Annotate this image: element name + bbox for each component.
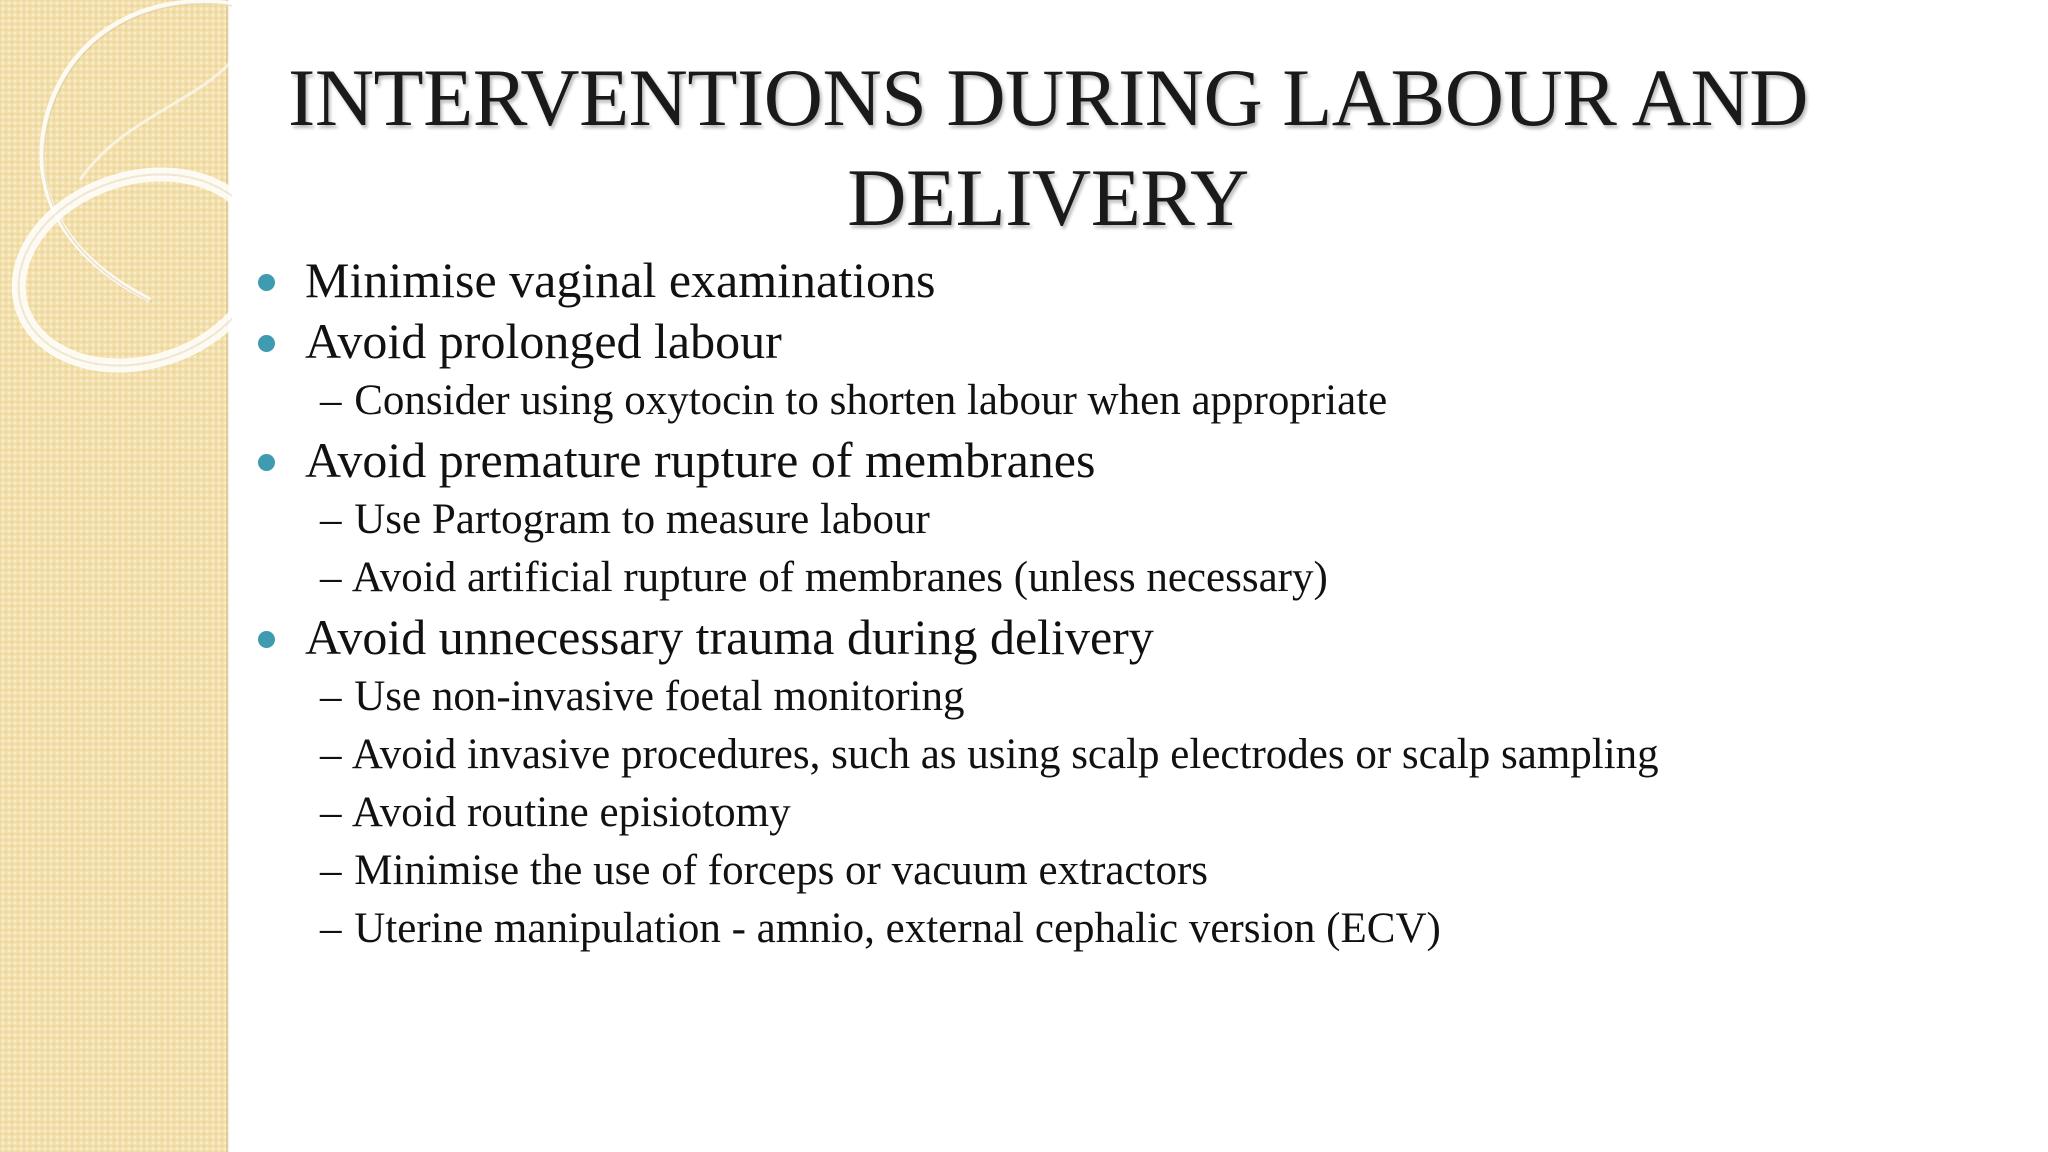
bullet-text: Avoid unnecessary trauma during delivery <box>305 609 1154 665</box>
title-line-1: INTERVENTIONS DURING LABOUR AND <box>288 52 1808 143</box>
bullet-dot-icon <box>258 631 275 648</box>
bullet-dot-icon <box>258 335 275 352</box>
sub-bullet-item <box>258 668 2018 726</box>
sub-bullet-dash: – <box>320 847 342 894</box>
title-line-2: DELIVERY <box>847 152 1249 243</box>
sub-bullet-dash: – <box>320 673 342 720</box>
slide-title <box>228 48 1868 248</box>
sub-bullet-text: Avoid routine episiotomy <box>351 789 791 836</box>
sub-bullet-text: Avoid invasive procedures, such as using scalp electrodes or scalp sampling <box>351 731 1659 778</box>
sub-bullet-text: Consider using oxytocin to shorten labour when appropriate <box>354 377 1388 424</box>
sub-bullet-dash: – <box>320 496 342 543</box>
sub-bullet-item <box>258 784 2018 842</box>
sub-bullet-dash: – <box>320 905 342 952</box>
sub-bullet-text: Avoid artificial rupture of membranes (unless necessary) <box>351 554 1328 601</box>
bullet-dot-icon <box>258 454 275 471</box>
bullet-item <box>258 250 2018 311</box>
sub-bullet-item <box>258 726 2018 784</box>
bullet-text: Minimise vaginal examinations <box>305 252 936 308</box>
bullet-dot-icon <box>258 274 275 291</box>
bullet-text: Avoid prolonged labour <box>305 313 782 369</box>
sub-bullet-text: Uterine manipulation - amnio, external cephalic version (ECV) <box>354 905 1441 952</box>
sub-bullet-text: Use Partogram to measure labour <box>354 496 930 543</box>
sub-bullet-item <box>258 842 2018 900</box>
bullet-text: Avoid premature rupture of membranes <box>305 432 1096 488</box>
bullet-item <box>258 311 2018 372</box>
sub-bullet-dash: – <box>320 789 342 836</box>
sub-bullet-dash: – <box>320 554 342 601</box>
sub-bullet-dash: – <box>320 377 342 424</box>
bullet-item <box>258 430 2018 491</box>
sub-bullet-text: Minimise the use of forceps or vacuum extractors <box>354 847 1209 894</box>
sub-bullet-item <box>258 900 2018 958</box>
decorative-swirl-icon <box>0 0 232 420</box>
bullet-list <box>258 250 2018 958</box>
sub-bullet-dash: – <box>320 731 342 778</box>
sub-bullet-item <box>258 372 2018 430</box>
bullet-item <box>258 607 2018 668</box>
sub-bullet-item <box>258 491 2018 549</box>
sub-bullet-text: Use non-invasive foetal monitoring <box>354 673 965 720</box>
sub-bullet-item <box>258 549 2018 607</box>
